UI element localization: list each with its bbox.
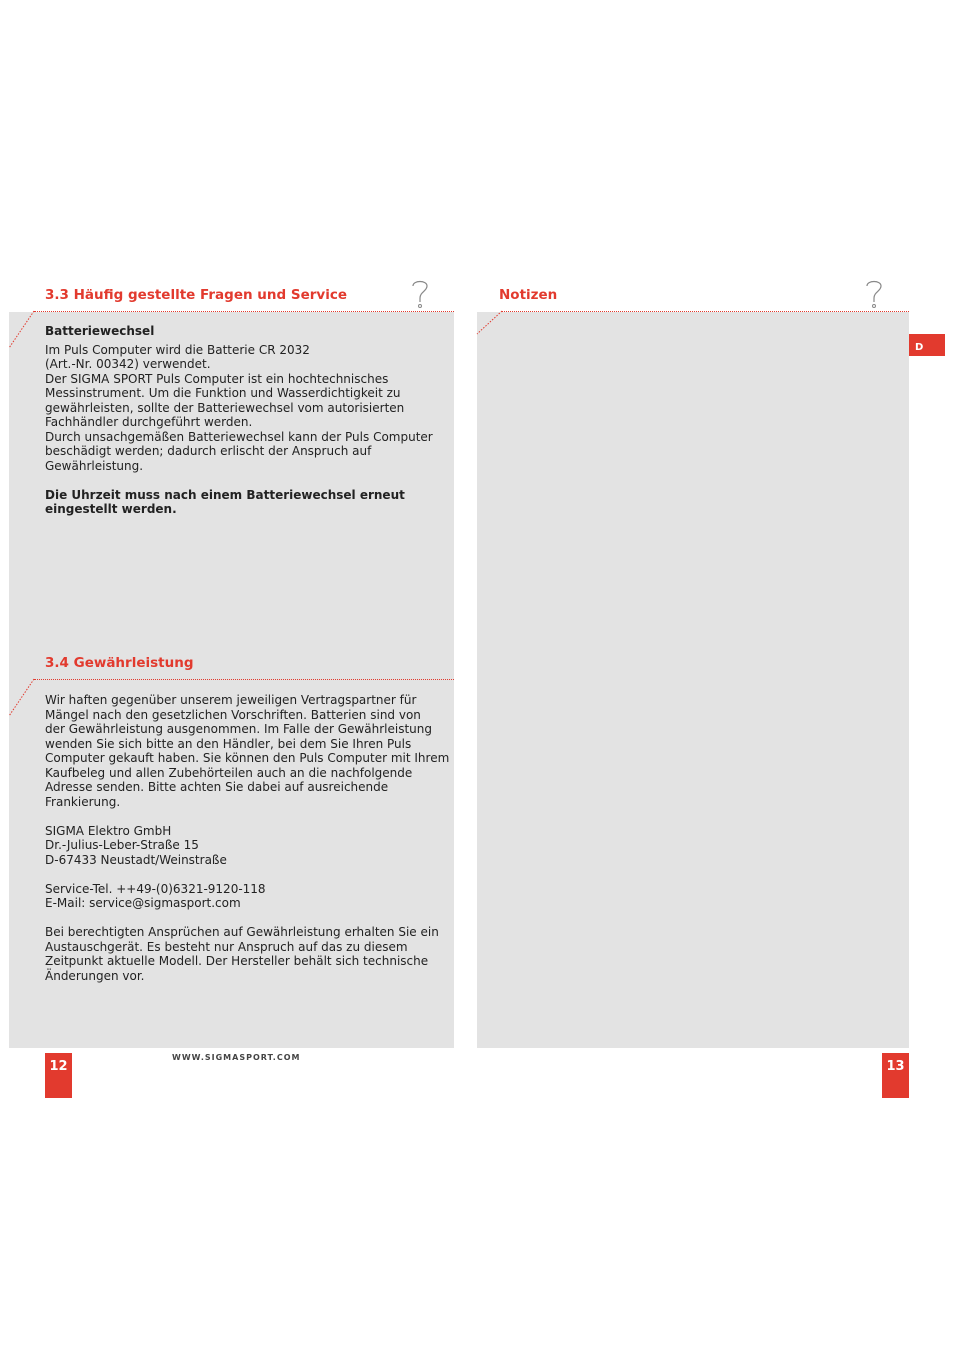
address-line: Dr.-Julius-Leber-Straße 15 bbox=[45, 838, 199, 852]
section-3-4-body bbox=[45, 693, 449, 983]
question-mark-icon bbox=[861, 277, 887, 309]
body-line: Mängel nach den gesetzlichen Vorschriften. Batterien sind von bbox=[45, 707, 421, 722]
time-reset-note: Die Uhrzeit muss nach einem Batteriewechsel erneut bbox=[45, 487, 405, 502]
section-3-4-divider-diagonal bbox=[9, 679, 35, 717]
section-3-4-title: 3.4 Gewährleistung bbox=[45, 655, 194, 671]
service-phone: Service-Tel. ++49-(0)6321-9120-118 bbox=[45, 881, 266, 896]
body-line: Gewährleistung. bbox=[45, 458, 144, 473]
section-3-4-divider bbox=[34, 679, 454, 680]
notes-title: Notizen bbox=[499, 287, 558, 303]
section-3-3-divider-diagonal bbox=[9, 311, 35, 349]
language-tab: D bbox=[909, 334, 945, 356]
body-line: Computer gekauft haben. Sie können den Puls Computer mit Ihrem bbox=[45, 751, 450, 765]
page-number-right: 13 bbox=[882, 1053, 909, 1098]
body-line: Durch unsachgemäßen Batteriewechsel kann der Puls Computer bbox=[45, 429, 433, 444]
question-mark-icon bbox=[407, 277, 433, 309]
body-line: Kaufbeleg und allen Zubehörteilen auch an die nachfolgende bbox=[45, 765, 413, 780]
body-line: der Gewährleistung ausgenommen. Im Falle der Gewährleistung bbox=[45, 722, 432, 736]
battery-change-subheading: Batteriewechsel bbox=[45, 324, 155, 338]
body-line: Bei berechtigten Ansprüchen auf Gewährleistung erhalten Sie ein bbox=[45, 925, 439, 939]
body-line: Messinstrument. Um die Funktion und Wasserdichtigkeit zu bbox=[45, 386, 401, 400]
body-line: Adresse senden. Bitte achten Sie dabei auf ausreichende bbox=[45, 780, 389, 794]
body-line: Wir haften gegenüber unserem jeweiligen Vertragspartner für bbox=[45, 693, 417, 707]
body-line: (Art.-Nr. 00342) verwendet. bbox=[45, 357, 211, 371]
body-line: Änderungen vor. bbox=[45, 968, 145, 983]
body-line: Im Puls Computer wird die Batterie CR 2032 bbox=[45, 342, 310, 357]
address-line: D-67433 Neustadt/Weinstraße bbox=[45, 852, 227, 867]
time-reset-note: eingestellt werden. bbox=[45, 502, 177, 516]
body-line: Austauschgerät. Es besteht nur Anspruch auf das zu diesem bbox=[45, 939, 408, 954]
service-email: E-Mail: service@sigmasport.com bbox=[45, 896, 241, 910]
body-line: wenden Sie sich bitte an den Händler, bei dem Sie Ihren Puls bbox=[45, 736, 412, 751]
body-line: Der SIGMA SPORT Puls Computer ist ein hochtechnisches bbox=[45, 371, 389, 386]
body-line: beschädigt werden; dadurch erlischt der Anspruch auf bbox=[45, 444, 372, 458]
body-line: gewährleisten, sollte der Batteriewechsel vom autorisierten bbox=[45, 400, 405, 415]
section-3-3-divider bbox=[34, 311, 454, 312]
section-3-3-body bbox=[45, 324, 433, 517]
website-footer: WWW.SIGMASPORT.COM bbox=[172, 1053, 301, 1062]
body-line: Frankierung. bbox=[45, 794, 121, 809]
body-line: Zeitpunkt aktuelle Modell. Der Hersteller behält sich technische bbox=[45, 954, 429, 968]
notes-divider-diagonal bbox=[477, 311, 503, 335]
notes-divider bbox=[502, 311, 909, 312]
section-3-3-title: 3.3 Häufig gestellte Fragen und Service bbox=[45, 287, 347, 303]
body-line: Fachhändler durchgeführt werden. bbox=[45, 415, 253, 429]
right-page-panel bbox=[477, 312, 909, 1048]
address-line: SIGMA Elektro GmbH bbox=[45, 823, 172, 838]
page-number-left: 12 bbox=[45, 1053, 72, 1098]
